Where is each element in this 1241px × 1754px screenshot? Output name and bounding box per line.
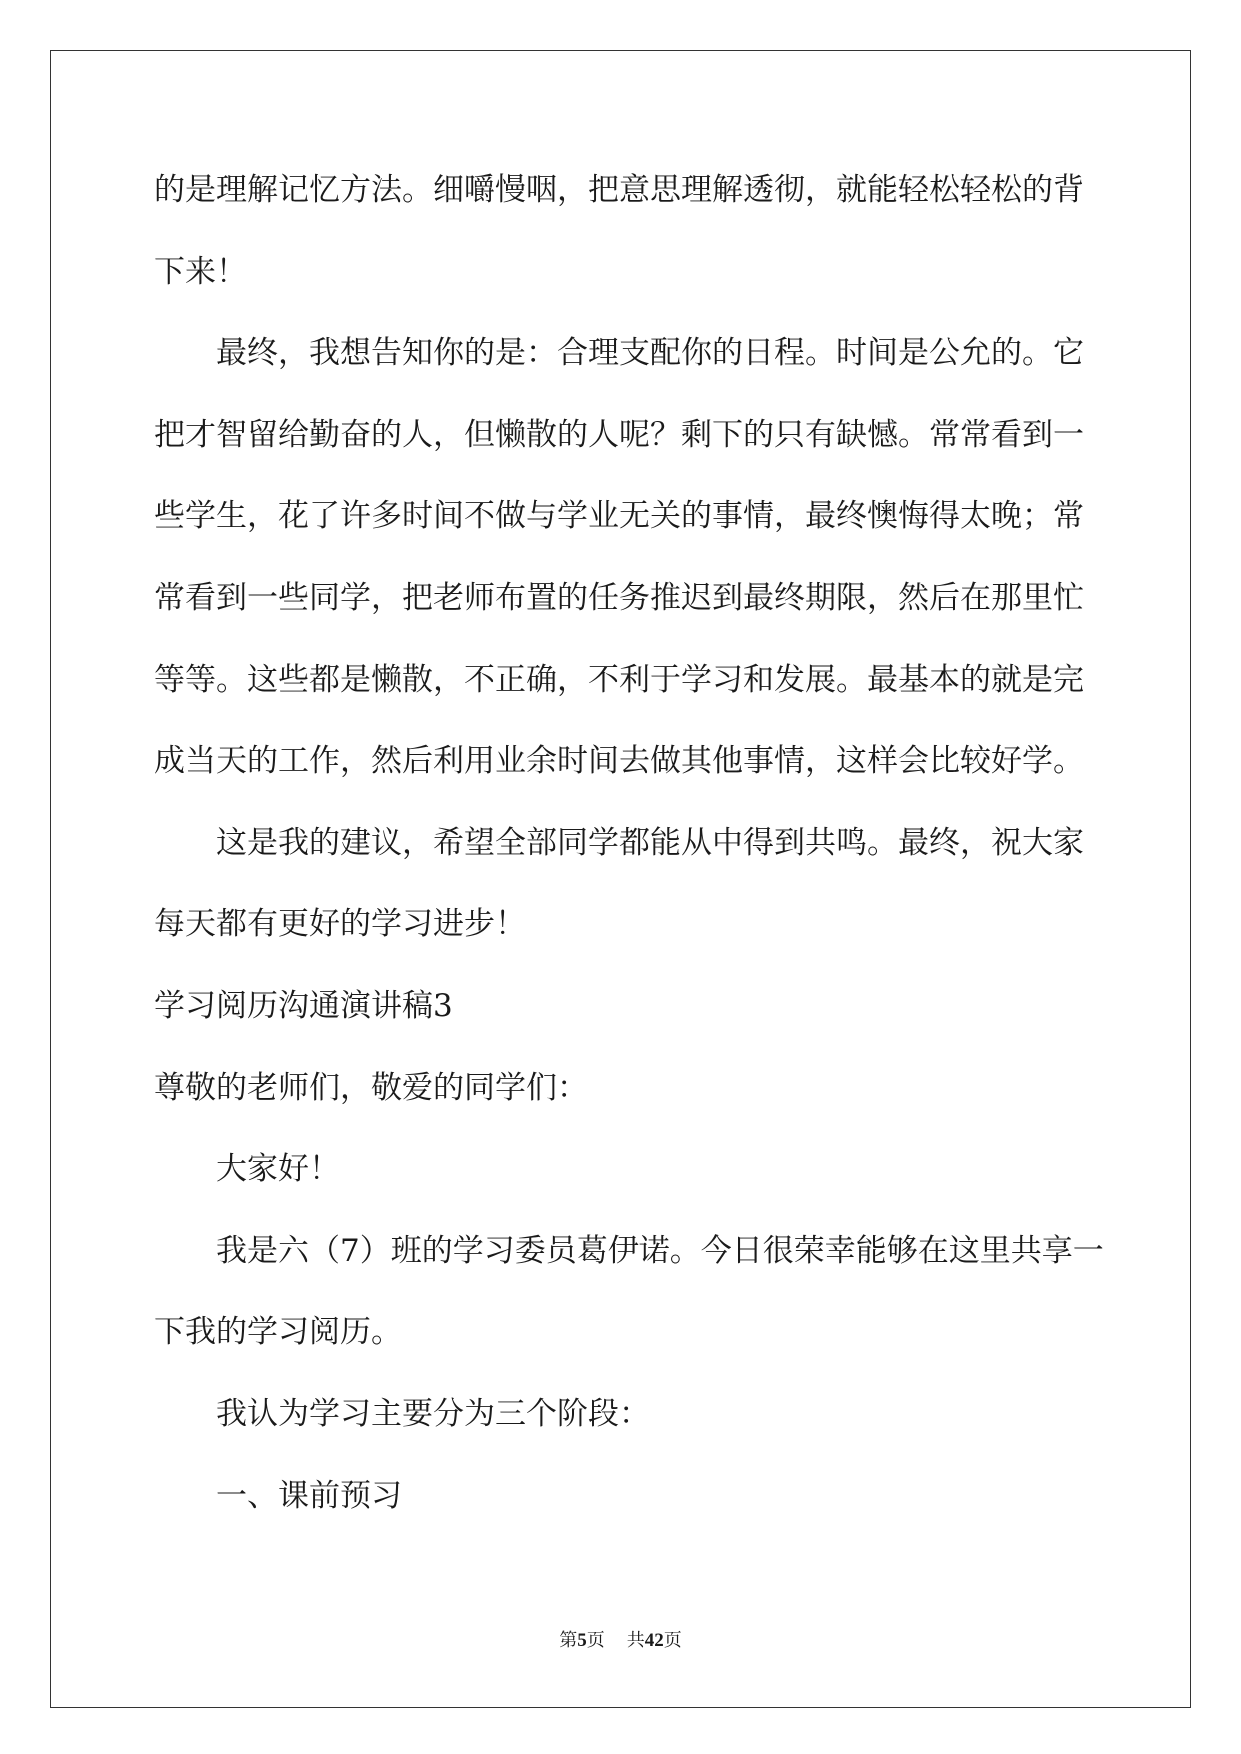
footer-page-suffix: 页 bbox=[586, 1630, 605, 1651]
text-line: 最终，我想告知你的是：合理支配你的日程。时间是公允的。它 bbox=[216, 335, 1084, 372]
paragraph bbox=[154, 803, 1114, 966]
text-line: 一、课前预习 bbox=[216, 1477, 402, 1514]
text-line: 成当天的工作，然后利用业余时间去做其他事情，这样会比较好学。 bbox=[154, 743, 1084, 780]
paragraph bbox=[154, 1211, 1114, 1374]
text-line: 尊敬的老师们，敬爱的同学们： bbox=[154, 1069, 588, 1106]
text-line: 等等。这些都是懒散，不正确，不利于学习和发展。最基本的就是完 bbox=[154, 661, 1084, 698]
list-heading bbox=[154, 1456, 1114, 1538]
paragraph bbox=[154, 1374, 1114, 1456]
footer-total-suffix: 页 bbox=[663, 1630, 682, 1651]
footer-total-pages: 42 bbox=[644, 1630, 664, 1651]
paragraph bbox=[154, 313, 1114, 803]
text-line: 每天都有更好的学习进步！ bbox=[154, 906, 526, 943]
text-line: 下来！ bbox=[154, 253, 247, 290]
footer-total-prefix: 共 bbox=[626, 1630, 645, 1651]
heading-text: 学习阅历沟通演讲稿3 bbox=[154, 987, 453, 1024]
text-line: 常看到一些同学，把老师布置的任务推迟到最终期限，然后在那里忙 bbox=[154, 579, 1084, 616]
greeting bbox=[154, 1129, 1114, 1211]
footer-page-number: 5 bbox=[577, 1630, 587, 1651]
document-body bbox=[154, 150, 1114, 1537]
text-line: 我认为学习主要分为三个阶段： bbox=[216, 1395, 650, 1432]
page-footer bbox=[0, 1628, 1241, 1654]
paragraph bbox=[154, 150, 1114, 313]
footer-page-prefix: 第 bbox=[559, 1630, 578, 1651]
text-line: 我是六（7）班的学习委员葛伊诺。今日很荣幸能够在这里共享一 bbox=[216, 1232, 1104, 1269]
text-line: 把才智留给勤奋的人，但懒散的人呢？剩下的只有缺憾。常常看到一 bbox=[154, 416, 1084, 453]
section-heading bbox=[154, 966, 1114, 1048]
text-line: 的是理解记忆方法。细嚼慢咽，把意思理解透彻，就能轻松轻松的背 bbox=[154, 172, 1084, 208]
text-line: 下我的学习阅历。 bbox=[154, 1314, 402, 1351]
salutation bbox=[154, 1048, 1114, 1130]
text-line: 些学生，花了许多时间不做与学业无关的事情，最终懊悔得太晚；常 bbox=[154, 498, 1084, 535]
text-line: 大家好！ bbox=[216, 1151, 340, 1188]
text-line: 这是我的建议，希望全部同学都能从中得到共鸣。最终，祝大家 bbox=[216, 824, 1084, 861]
